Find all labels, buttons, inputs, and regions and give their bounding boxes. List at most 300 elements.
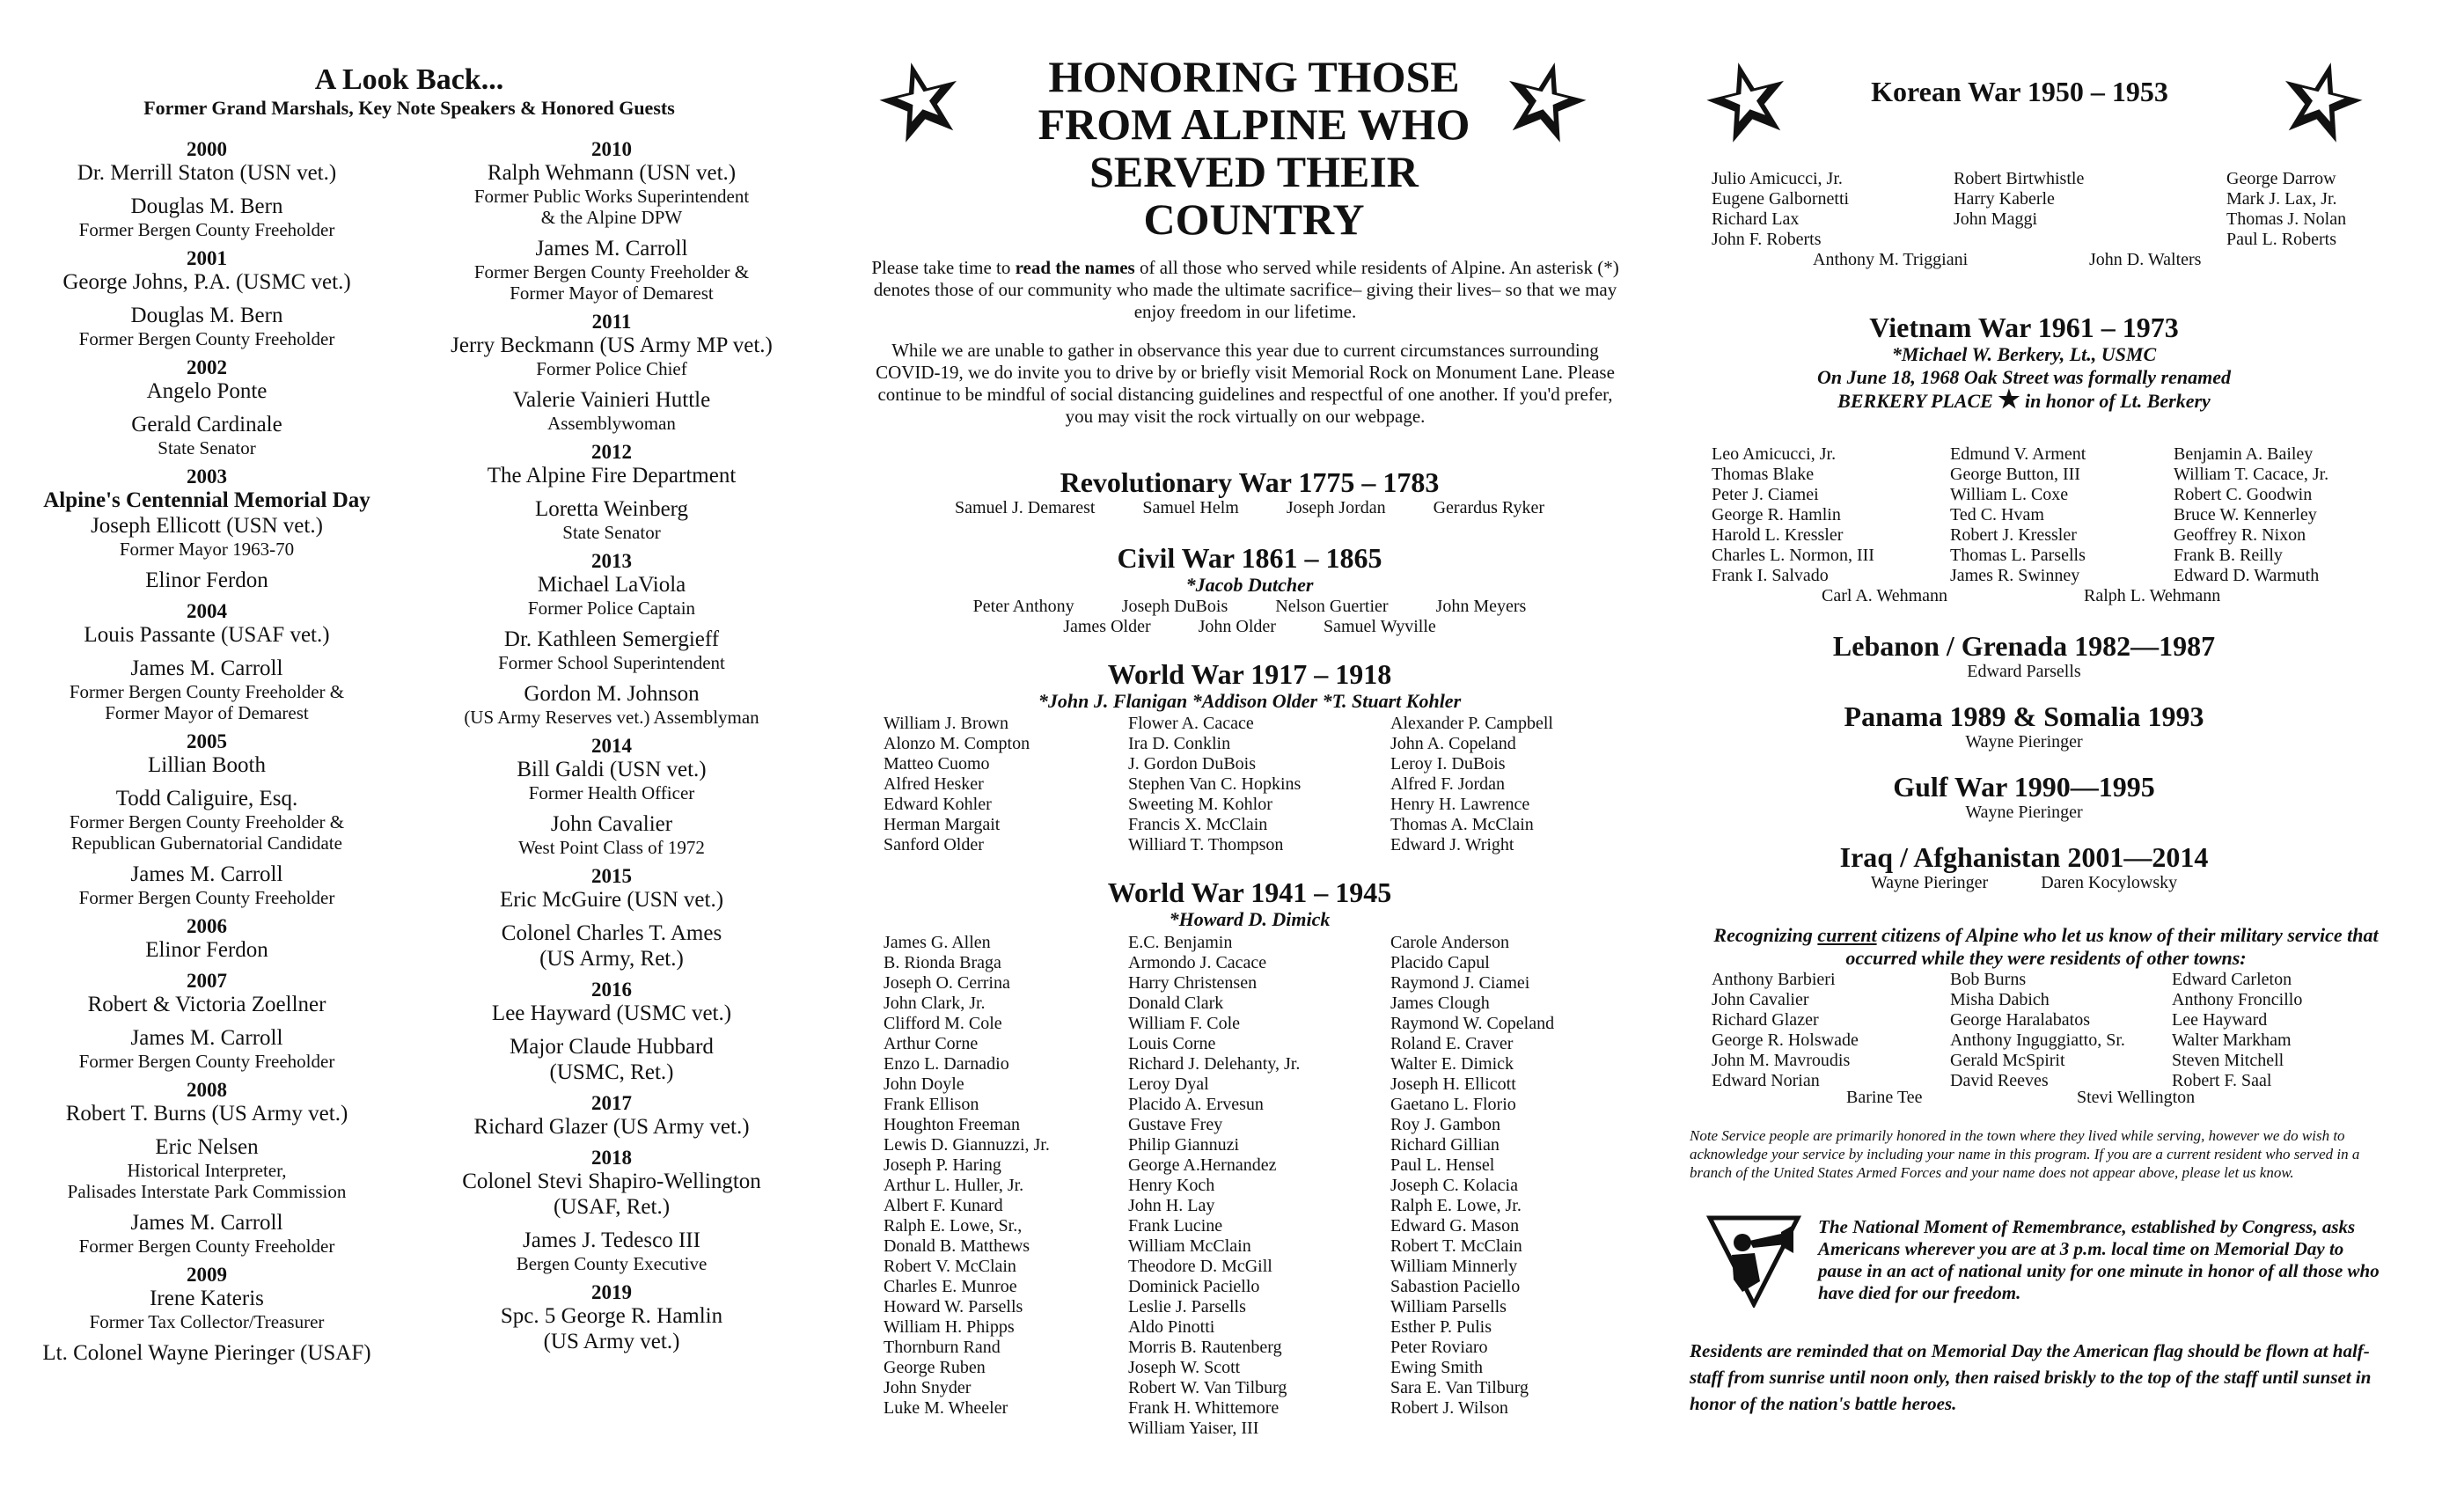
section-title: Panama 1989 & Somalia 1993 xyxy=(1844,700,2204,732)
veteran-name: Roland E. Craver xyxy=(1390,1034,1514,1053)
honoree-entry xyxy=(9,786,405,854)
honoree-name: Ralph Wehmann (USN vet.) xyxy=(487,161,737,185)
honored-fallen: *Howard D. Dimick xyxy=(1169,908,1331,930)
honoree-entry xyxy=(9,1080,405,1126)
veteran-name: Arthur L. Huller, Jr. xyxy=(884,1176,1024,1195)
veteran-name: Benjamin A. Bailey xyxy=(2174,444,2314,464)
honoree-description: Former Bergen County Freeholder xyxy=(78,1236,335,1257)
veteran-name: Edward Norian xyxy=(1712,1071,1820,1090)
veteran-name: Luke M. Wheeler xyxy=(884,1398,1008,1418)
ww2-column-1 xyxy=(884,933,1121,1419)
intro-paragraph xyxy=(862,257,1628,323)
veteran-name: Carole Anderson xyxy=(1390,933,1509,952)
veteran-name: J. Gordon DuBois xyxy=(1128,754,1257,774)
bugler-icon xyxy=(1705,1211,1802,1308)
honoree-entry xyxy=(414,312,810,379)
veteran-name: Sara E. Van Tilburg xyxy=(1390,1378,1529,1397)
veteran-name: Wayne Pieringer xyxy=(1965,732,2083,752)
veteran-name: Frank Lucine xyxy=(1128,1216,1223,1236)
star-icon xyxy=(878,56,963,144)
panama-section xyxy=(1663,700,2385,752)
vietnam-section xyxy=(1663,312,2385,413)
honoree-entry xyxy=(9,466,405,560)
honoree-name: Louis Passante (USAF vet.) xyxy=(84,623,330,647)
veteran-name: James G. Allen xyxy=(884,933,991,952)
veteran-name: Samuel J. Demarest xyxy=(955,498,1096,517)
veteran-name: Joseph W. Scott xyxy=(1128,1358,1241,1377)
honoree-entry xyxy=(414,496,810,543)
veteran-name: Placido Capul xyxy=(1390,953,1490,972)
honoree-entry xyxy=(414,1282,810,1354)
honoree-entry xyxy=(9,916,405,963)
veteran-name: Esther P. Pulis xyxy=(1390,1317,1492,1337)
veteran-name: James Clough xyxy=(1390,994,1490,1013)
honoring-title-line: COUNTRY xyxy=(1143,194,1365,244)
veteran-name: Henry H. Lawrence xyxy=(1390,795,1530,814)
honoree-description: Former School Superintendent xyxy=(498,652,725,673)
honoree-entry xyxy=(414,627,810,673)
honoree-description: Bergen County Executive xyxy=(516,1253,708,1274)
honoree-description: Former Bergen County Freeholder & xyxy=(473,261,750,282)
veteran-name: Frank I. Salvado xyxy=(1712,566,1829,585)
ww2-section xyxy=(845,876,1654,931)
veteran-name: Joseph Jordan xyxy=(1286,498,1386,517)
ww2-column-3 xyxy=(1390,933,1646,1419)
honoree-description: Former Bergen County Freeholder xyxy=(78,328,335,349)
gulf-section xyxy=(1663,771,2385,823)
honoree-name: Valerie Vainieri Huttle xyxy=(512,388,711,412)
veteran-name: Howard W. Parsells xyxy=(884,1297,1023,1316)
veteran-name: Bruce W. Kennerley xyxy=(2174,505,2317,524)
honoree-entry xyxy=(9,656,405,723)
vietnam-column-1 xyxy=(1712,444,1949,586)
honoree-description: Former Mayor of Demarest xyxy=(510,282,714,304)
veteran-name: Ira D. Conklin xyxy=(1128,734,1231,753)
veteran-name: Wayne Pieringer xyxy=(1870,873,1989,892)
honoree-name: Eric McGuire (USN vet.) xyxy=(499,888,724,912)
honoree-year: 2009 xyxy=(187,1264,227,1286)
veteran-name: Frank Ellison xyxy=(884,1095,979,1114)
honoree-name: Robert T. Burns (US Army vet.) xyxy=(65,1102,348,1126)
honoree-name: (US Army, Ret.) xyxy=(539,947,684,971)
honoree-entry xyxy=(414,920,810,972)
honoree-name: Gerald Cardinale xyxy=(131,413,282,436)
honoree-description: Former Health Officer xyxy=(528,782,695,803)
veteran-name: George Darrow xyxy=(2226,169,2336,188)
veteran-name: Leroy I. DuBois xyxy=(1390,754,1506,774)
look-back-panel xyxy=(0,0,845,1496)
honoree-name: Joseph Ellicott (USN vet.) xyxy=(91,514,323,538)
vietnam-name: Ralph L. Wehmann xyxy=(2084,586,2221,605)
veteran-name: William T. Cacace, Jr. xyxy=(2174,465,2329,484)
veteran-name: John Doyle xyxy=(884,1074,964,1094)
veteran-name: Peter Anthony xyxy=(972,597,1074,616)
veteran-name: Mark J. Lax, Jr. xyxy=(2226,189,2337,209)
veteran-name: Joseph DuBois xyxy=(1121,597,1228,616)
veteran-name: Frank H. Whittemore xyxy=(1128,1398,1280,1418)
veteran-name: Julio Amicucci, Jr. xyxy=(1712,169,1843,188)
honoree-entry xyxy=(9,248,405,295)
veteran-name: Theodore D. McGill xyxy=(1128,1257,1272,1276)
honoree-description: Palisades Interstate Park Commission xyxy=(67,1181,347,1202)
honoree-description: Historical Interpreter, xyxy=(127,1160,287,1181)
veteran-name: Charles L. Normon, III xyxy=(1712,546,1874,565)
veteran-name: William L. Coxe xyxy=(1950,485,2069,504)
honoree-description: Former Mayor 1963-70 xyxy=(119,539,295,560)
ww2-column-2 xyxy=(1128,933,1383,1439)
recognized-name: Barine Tee xyxy=(1846,1088,1923,1107)
veteran-name: Edward Kohler xyxy=(884,795,992,814)
veteran-name: John Older xyxy=(1198,617,1276,636)
vietnam-name: Carl A. Wehmann xyxy=(1822,586,1947,605)
veteran-name: John Meyers xyxy=(1435,597,1527,616)
honoree-entry xyxy=(414,1148,810,1220)
veteran-name: Richard J. Delehanty, Jr. xyxy=(1128,1054,1301,1074)
honoree-description: State Senator xyxy=(562,522,661,543)
korea-title: Korean War 1950 – 1953 xyxy=(1871,76,2168,107)
honoree-description: Former Bergen County Freeholder & xyxy=(69,811,345,832)
honoree-entry xyxy=(9,303,405,349)
veteran-name: Enzo L. Darnadio xyxy=(884,1054,1009,1074)
veteran-name: Houghton Freeman xyxy=(884,1115,1020,1134)
veteran-name: Placido A. Ervesun xyxy=(1128,1095,1264,1114)
honoree-description: Assemblywoman xyxy=(547,413,676,434)
honoree-description: Former Police Chief xyxy=(536,358,687,379)
veteran-name: Robert Birtwhistle xyxy=(1954,169,2085,188)
honoree-year: 2011 xyxy=(591,311,632,333)
honoree-entry xyxy=(414,1228,810,1274)
veteran-name: Gustave Frey xyxy=(1128,1115,1223,1134)
veteran-name: Donald Clark xyxy=(1128,994,1224,1013)
honoree-entry xyxy=(414,387,810,434)
section-title: World War 1917 – 1918 xyxy=(1107,658,1392,690)
veteran-name: Steven Mitchell xyxy=(2172,1051,2284,1070)
veteran-name: Bob Burns xyxy=(1950,970,2027,989)
veteran-name: Joseph C. Kolacia xyxy=(1390,1176,1518,1195)
honoree-name: Jerry Beckmann (US Army MP vet.) xyxy=(451,334,773,357)
ww1-column-1 xyxy=(884,714,1121,855)
veteran-name: Frank B. Reilly xyxy=(2174,546,2283,565)
veteran-name: Donald B. Matthews xyxy=(884,1236,1030,1256)
recognized-column-3 xyxy=(2172,970,2401,1091)
korea-name: John D. Walters xyxy=(2089,250,2202,269)
veteran-name: Leslie J. Parsells xyxy=(1128,1297,1246,1316)
revolutionary-war-section xyxy=(845,466,1654,518)
veteran-name: Robert V. McClain xyxy=(884,1257,1016,1276)
veteran-name: Francis X. McClain xyxy=(1128,815,1268,834)
veteran-name: Lee Hayward xyxy=(2172,1010,2268,1030)
veteran-name: John F. Roberts xyxy=(1712,230,1822,249)
recognizing-underlined: current xyxy=(1817,924,1877,946)
veteran-name: John Cavalier xyxy=(1712,990,1809,1009)
veteran-name: Alexander P. Campbell xyxy=(1390,714,1553,733)
vietnam-column-2 xyxy=(1950,444,2170,586)
honoree-name: The Alpine Fire Department xyxy=(487,464,737,488)
honoree-name: George Johns, P.A. (USMC vet.) xyxy=(62,270,351,294)
veteran-name: Nelson Guertier xyxy=(1275,597,1389,616)
veteran-name: E.C. Benjamin xyxy=(1128,933,1233,952)
honoree-year: 2019 xyxy=(591,1281,632,1303)
veteran-name: Edward D. Warmuth xyxy=(2174,566,2320,585)
honoree-name: Colonel Charles T. Ames xyxy=(501,921,722,945)
honoree-year: 2013 xyxy=(591,550,632,572)
veteran-name: Dominick Paciello xyxy=(1128,1277,1260,1296)
veteran-name: Robert J. Wilson xyxy=(1390,1398,1508,1418)
veteran-name: Harold L. Kressler xyxy=(1712,525,1844,545)
honoree-name: Elinor Ferdon xyxy=(145,938,268,962)
veteran-name: George R. Hamlin xyxy=(1712,505,1841,524)
honoree-entry xyxy=(9,412,405,458)
honoree-year: 2006 xyxy=(187,915,227,937)
honoree-name: James M. Carroll xyxy=(130,1211,283,1235)
veteran-name: John Clark, Jr. xyxy=(884,994,986,1013)
honoring-title-line: SERVED THEIR xyxy=(1089,147,1419,196)
veteran-name: Richard Lax xyxy=(1712,209,1800,229)
veteran-name: Stephen Van C. Hopkins xyxy=(1128,774,1302,794)
section-title: Iraq / Afghanistan 2001—2014 xyxy=(1839,841,2209,873)
honoree-name: Major Claude Hubbard xyxy=(510,1035,714,1059)
honoree-entry xyxy=(414,236,810,304)
honoree-year: 2005 xyxy=(187,730,227,752)
honoree-entry xyxy=(414,681,810,728)
vietnam-note: On June 18, 1968 Oak Street was formally renamed xyxy=(1817,366,2231,388)
veteran-name: Ewing Smith xyxy=(1390,1358,1484,1377)
honoree-entry xyxy=(9,1025,405,1072)
veteran-name: George Ruben xyxy=(884,1358,986,1377)
veteran-name: William Yaiser, III xyxy=(1128,1419,1259,1438)
veteran-name: Albert F. Kunard xyxy=(884,1196,1003,1215)
honoree-description: Former Bergen County Freeholder xyxy=(78,219,335,240)
section-title: Gulf War 1990—1995 xyxy=(1893,771,2155,803)
vietnam-note xyxy=(1663,386,2385,414)
honored-fallen: *Michael W. Berkery, Lt., USMC xyxy=(1891,343,2157,365)
honoree-name: James M. Carroll xyxy=(535,237,688,260)
veteran-name: Lewis D. Giannuzzi, Jr. xyxy=(884,1135,1050,1155)
veteran-name: Wayne Pieringer xyxy=(1965,803,2083,822)
honoree-entry xyxy=(414,551,810,619)
veteran-name: Raymond J. Ciamei xyxy=(1390,973,1530,993)
veteran-name: Eugene Galbornetti xyxy=(1712,189,1850,209)
honoree-name: (USMC, Ret.) xyxy=(549,1060,674,1084)
honoree-entry xyxy=(9,139,405,186)
veteran-name: Philip Giannuzi xyxy=(1128,1135,1240,1155)
veteran-name: Henry Koch xyxy=(1128,1176,1215,1195)
honored-fallen: *John J. Flanigan *Addison Older *T. Stuart Kohler xyxy=(1038,690,1462,712)
honoree-year: 2017 xyxy=(591,1092,632,1114)
honoree-name: Richard Glazer (US Army vet.) xyxy=(473,1115,750,1139)
honoree-entry xyxy=(414,442,810,488)
look-back-subtitle: Former Grand Marshals, Key Note Speakers & Honored Guests xyxy=(143,97,675,119)
veteran-name: Alfred Hesker xyxy=(884,774,984,794)
veteran-name: William H. Phipps xyxy=(884,1317,1015,1337)
veteran-name: William McClain xyxy=(1128,1236,1251,1256)
honoree-year: 2007 xyxy=(187,970,227,992)
veteran-name: William Parsells xyxy=(1390,1297,1507,1316)
honoree-entry xyxy=(9,194,405,240)
veteran-name: Misha Dabich xyxy=(1950,990,2050,1009)
veteran-name: Edward Carleton xyxy=(2172,970,2292,989)
veteran-name: John A. Copeland xyxy=(1390,734,1516,753)
veteran-name: Daren Kocylowsky xyxy=(2041,873,2178,892)
honoree-description: Former Bergen County Freeholder xyxy=(78,1051,335,1072)
honoree-entry xyxy=(9,1340,405,1366)
veteran-name: Samuel Wyville xyxy=(1323,617,1436,636)
veteran-name: Joseph O. Cerrina xyxy=(884,973,1010,993)
lebanon-section xyxy=(1663,630,2385,682)
section-title: Revolutionary War 1775 – 1783 xyxy=(1060,466,1440,498)
veteran-name: Clifford M. Cole xyxy=(884,1014,1002,1033)
honoree-name: James M. Carroll xyxy=(130,1026,283,1050)
veteran-name: Samuel Helm xyxy=(1142,498,1239,517)
ww1-column-2 xyxy=(1128,714,1383,855)
honoree-year: 2001 xyxy=(187,247,227,269)
moment-of-remembrance: The National Moment of Remembrance, established by Congress, asks Americans wherever you are at 3 p.m. local time on Memorial Day to pause in an act of national unity for one minute in honor of all those who have died for our freedom. xyxy=(1818,1216,2380,1303)
veteran-name: Thornburn Rand xyxy=(884,1338,1001,1357)
civil-war-section xyxy=(845,542,1654,637)
honoree-name: James J. Tedesco III xyxy=(523,1228,700,1252)
veteran-name: Robert T. McClain xyxy=(1390,1236,1522,1256)
vietnam-column-3 xyxy=(2174,444,2438,586)
veteran-name: Ted C. Hvam xyxy=(1950,505,2044,524)
veteran-name: B. Rionda Braga xyxy=(884,953,1001,972)
korea-name: Anthony M. Triggiani xyxy=(1813,250,1969,269)
veteran-name: Alfred F. Jordan xyxy=(1390,774,1506,794)
honoree-entry xyxy=(9,1265,405,1332)
honoree-year: 2015 xyxy=(591,865,632,887)
veteran-name: Peter J. Ciamei xyxy=(1712,485,1819,504)
veteran-name: Harry Christensen xyxy=(1128,973,1258,993)
veteran-name: William Minnerly xyxy=(1390,1257,1518,1276)
veteran-name: Aldo Pinotti xyxy=(1128,1317,1215,1337)
honoree-description: Republican Gubernatorial Candidate xyxy=(71,832,342,854)
honoree-name: Irene Kateris xyxy=(150,1287,264,1310)
veteran-name: Matteo Cuomo xyxy=(884,754,990,774)
veteran-name: David Reeves xyxy=(1950,1071,2049,1090)
veteran-name: William F. Cole xyxy=(1128,1014,1241,1033)
honoree-entry xyxy=(414,139,810,228)
honoree-entry xyxy=(9,568,405,593)
honoring-title-line: FROM ALPINE WHO xyxy=(1038,99,1470,149)
honoree-entry xyxy=(9,601,405,648)
veteran-name: Flower A. Cacace xyxy=(1128,714,1254,733)
veteran-name: Harry Kaberle xyxy=(1954,189,2055,209)
veteran-name: Roy J. Gambon xyxy=(1390,1115,1500,1134)
section-title: World War 1941 – 1945 xyxy=(1107,876,1392,908)
covid-paragraph: While we are unable to gather in observance this year due to current circumstances surrounding COVID-19, we do invite you to drive by or briefly visit Memorial Rock on Monument Lane. Please continue to be mindful of social distancing guidelines and respectful of one another. If you'd prefer, you may visit the rock virtually on our webpage. xyxy=(876,340,1615,427)
honoree-entry xyxy=(9,357,405,404)
iraq-section xyxy=(1663,841,2385,893)
later-wars-panel xyxy=(1663,0,2464,1496)
honoree-name: Dr. Merrill Staton (USN vet.) xyxy=(77,161,337,185)
veteran-name: Edward G. Mason xyxy=(1390,1216,1520,1236)
honoree-year: 2012 xyxy=(591,441,632,463)
veteran-name: Edward Parsells xyxy=(1967,662,2081,681)
veteran-name: Robert W. Van Tilburg xyxy=(1128,1378,1287,1397)
veteran-name: Thomas J. Nolan xyxy=(2226,209,2347,229)
look-back-title: A Look Back... xyxy=(314,63,504,96)
honoree-description: Former Bergen County Freeholder & xyxy=(69,681,345,702)
honoring-title xyxy=(968,53,1540,243)
veteran-name: Geoffrey R. Nixon xyxy=(2174,525,2306,545)
honoree-name: Lt. Colonel Wayne Pieringer (USAF) xyxy=(42,1341,371,1365)
veteran-name: Anthony Barbieri xyxy=(1712,970,1836,989)
honoree-description: (US Army Reserves vet.) Assemblyman xyxy=(464,707,759,728)
veteran-name: Richard Glazer xyxy=(1712,1010,1819,1030)
honoree-entry xyxy=(414,736,810,803)
honoree-name: Bill Galdi (USN vet.) xyxy=(517,758,707,781)
veteran-name: John H. Lay xyxy=(1128,1196,1215,1215)
veteran-name: Louis Corne xyxy=(1128,1034,1216,1053)
veteran-name: Armondo J. Cacace xyxy=(1128,953,1267,972)
honoree-name: James M. Carroll xyxy=(130,656,283,680)
ww1-section xyxy=(845,658,1654,713)
honoree-description: & the Alpine DPW xyxy=(540,207,683,228)
veteran-name: Sabastion Paciello xyxy=(1390,1277,1521,1296)
honored-fallen: *Jacob Dutcher xyxy=(1185,574,1314,596)
veteran-name: Edmund V. Arment xyxy=(1950,444,2086,464)
honoree-name: Todd Caliguire, Esq. xyxy=(115,787,298,810)
honoree-entry xyxy=(414,866,810,913)
korea-column-3 xyxy=(2226,169,2455,250)
veteran-name: Arthur Corne xyxy=(884,1034,979,1053)
star-icon xyxy=(1705,56,1790,144)
veteran-name: Walter Markham xyxy=(2172,1030,2292,1050)
star-icon xyxy=(2279,56,2364,144)
flag-reminder: Residents are reminded that on Memorial Day the American flag should be flown at half-staff from sunrise until noon only, then raised briskly to the top of the staff until sunset in honor of the nation's battle heroes. xyxy=(1690,1340,2372,1414)
veteran-name: Edward J. Wright xyxy=(1390,835,1514,854)
veteran-name: Herman Margait xyxy=(884,815,1001,834)
veteran-name: Richard Gillian xyxy=(1390,1135,1500,1155)
star-icon: ★ xyxy=(1998,386,2020,414)
recognizing-text: Recognizing xyxy=(1713,924,1818,946)
veteran-name: Leo Amicucci, Jr. xyxy=(1712,444,1837,464)
honoree-year: 2002 xyxy=(187,356,227,378)
veteran-name: Thomas A. McClain xyxy=(1390,815,1534,834)
veteran-name: Anthony Inguggiatto, Sr. xyxy=(1950,1030,2125,1050)
honoree-name: Dr. Kathleen Semergieff xyxy=(503,627,720,651)
korea-column-2 xyxy=(1954,169,2218,230)
honoree-name: John Cavalier xyxy=(550,812,673,836)
honoree-year: 2003 xyxy=(187,466,227,488)
honoree-name: Spc. 5 George R. Hamlin xyxy=(500,1304,723,1328)
honoree-entry xyxy=(9,971,405,1017)
veteran-name: James Older xyxy=(1063,617,1151,636)
vietnam-note-text: in honor of Lt. Berkery xyxy=(2024,390,2211,412)
ww1-column-3 xyxy=(1390,714,1646,855)
honoree-entry xyxy=(9,1210,405,1257)
look-back-column-2 xyxy=(414,139,810,1362)
veteran-name: Gerardus Ryker xyxy=(1433,498,1544,517)
intro-bold-text: read the names xyxy=(1015,257,1135,278)
honoree-description: West Point Class of 1972 xyxy=(518,837,705,858)
veteran-name: John Maggi xyxy=(1954,209,2037,229)
veteran-name: Gaetano L. Florio xyxy=(1390,1095,1516,1114)
veteran-name: George R. Holswade xyxy=(1712,1030,1859,1050)
veteran-name: William J. Brown xyxy=(884,714,1008,733)
veteran-name: Joseph H. Ellicott xyxy=(1390,1074,1516,1094)
veteran-name: Anthony Froncillo xyxy=(2172,990,2303,1009)
veteran-name: George Haralabatos xyxy=(1950,1010,2091,1030)
honoree-description: Former Public Works Superintendent xyxy=(473,186,750,207)
veteran-name: Thomas L. Parsells xyxy=(1950,546,2086,565)
honoree-entry xyxy=(414,1093,810,1140)
veteran-name: George A.Hernandez xyxy=(1128,1155,1277,1175)
honoree-description: Former Bergen County Freeholder xyxy=(78,887,335,908)
honoree-name: Douglas M. Bern xyxy=(130,304,283,327)
veteran-name: Walter E. Dimick xyxy=(1390,1054,1514,1074)
veteran-name: Raymond W. Copeland xyxy=(1390,1014,1555,1033)
veteran-name: Ralph E. Lowe, Sr., xyxy=(884,1216,1023,1236)
